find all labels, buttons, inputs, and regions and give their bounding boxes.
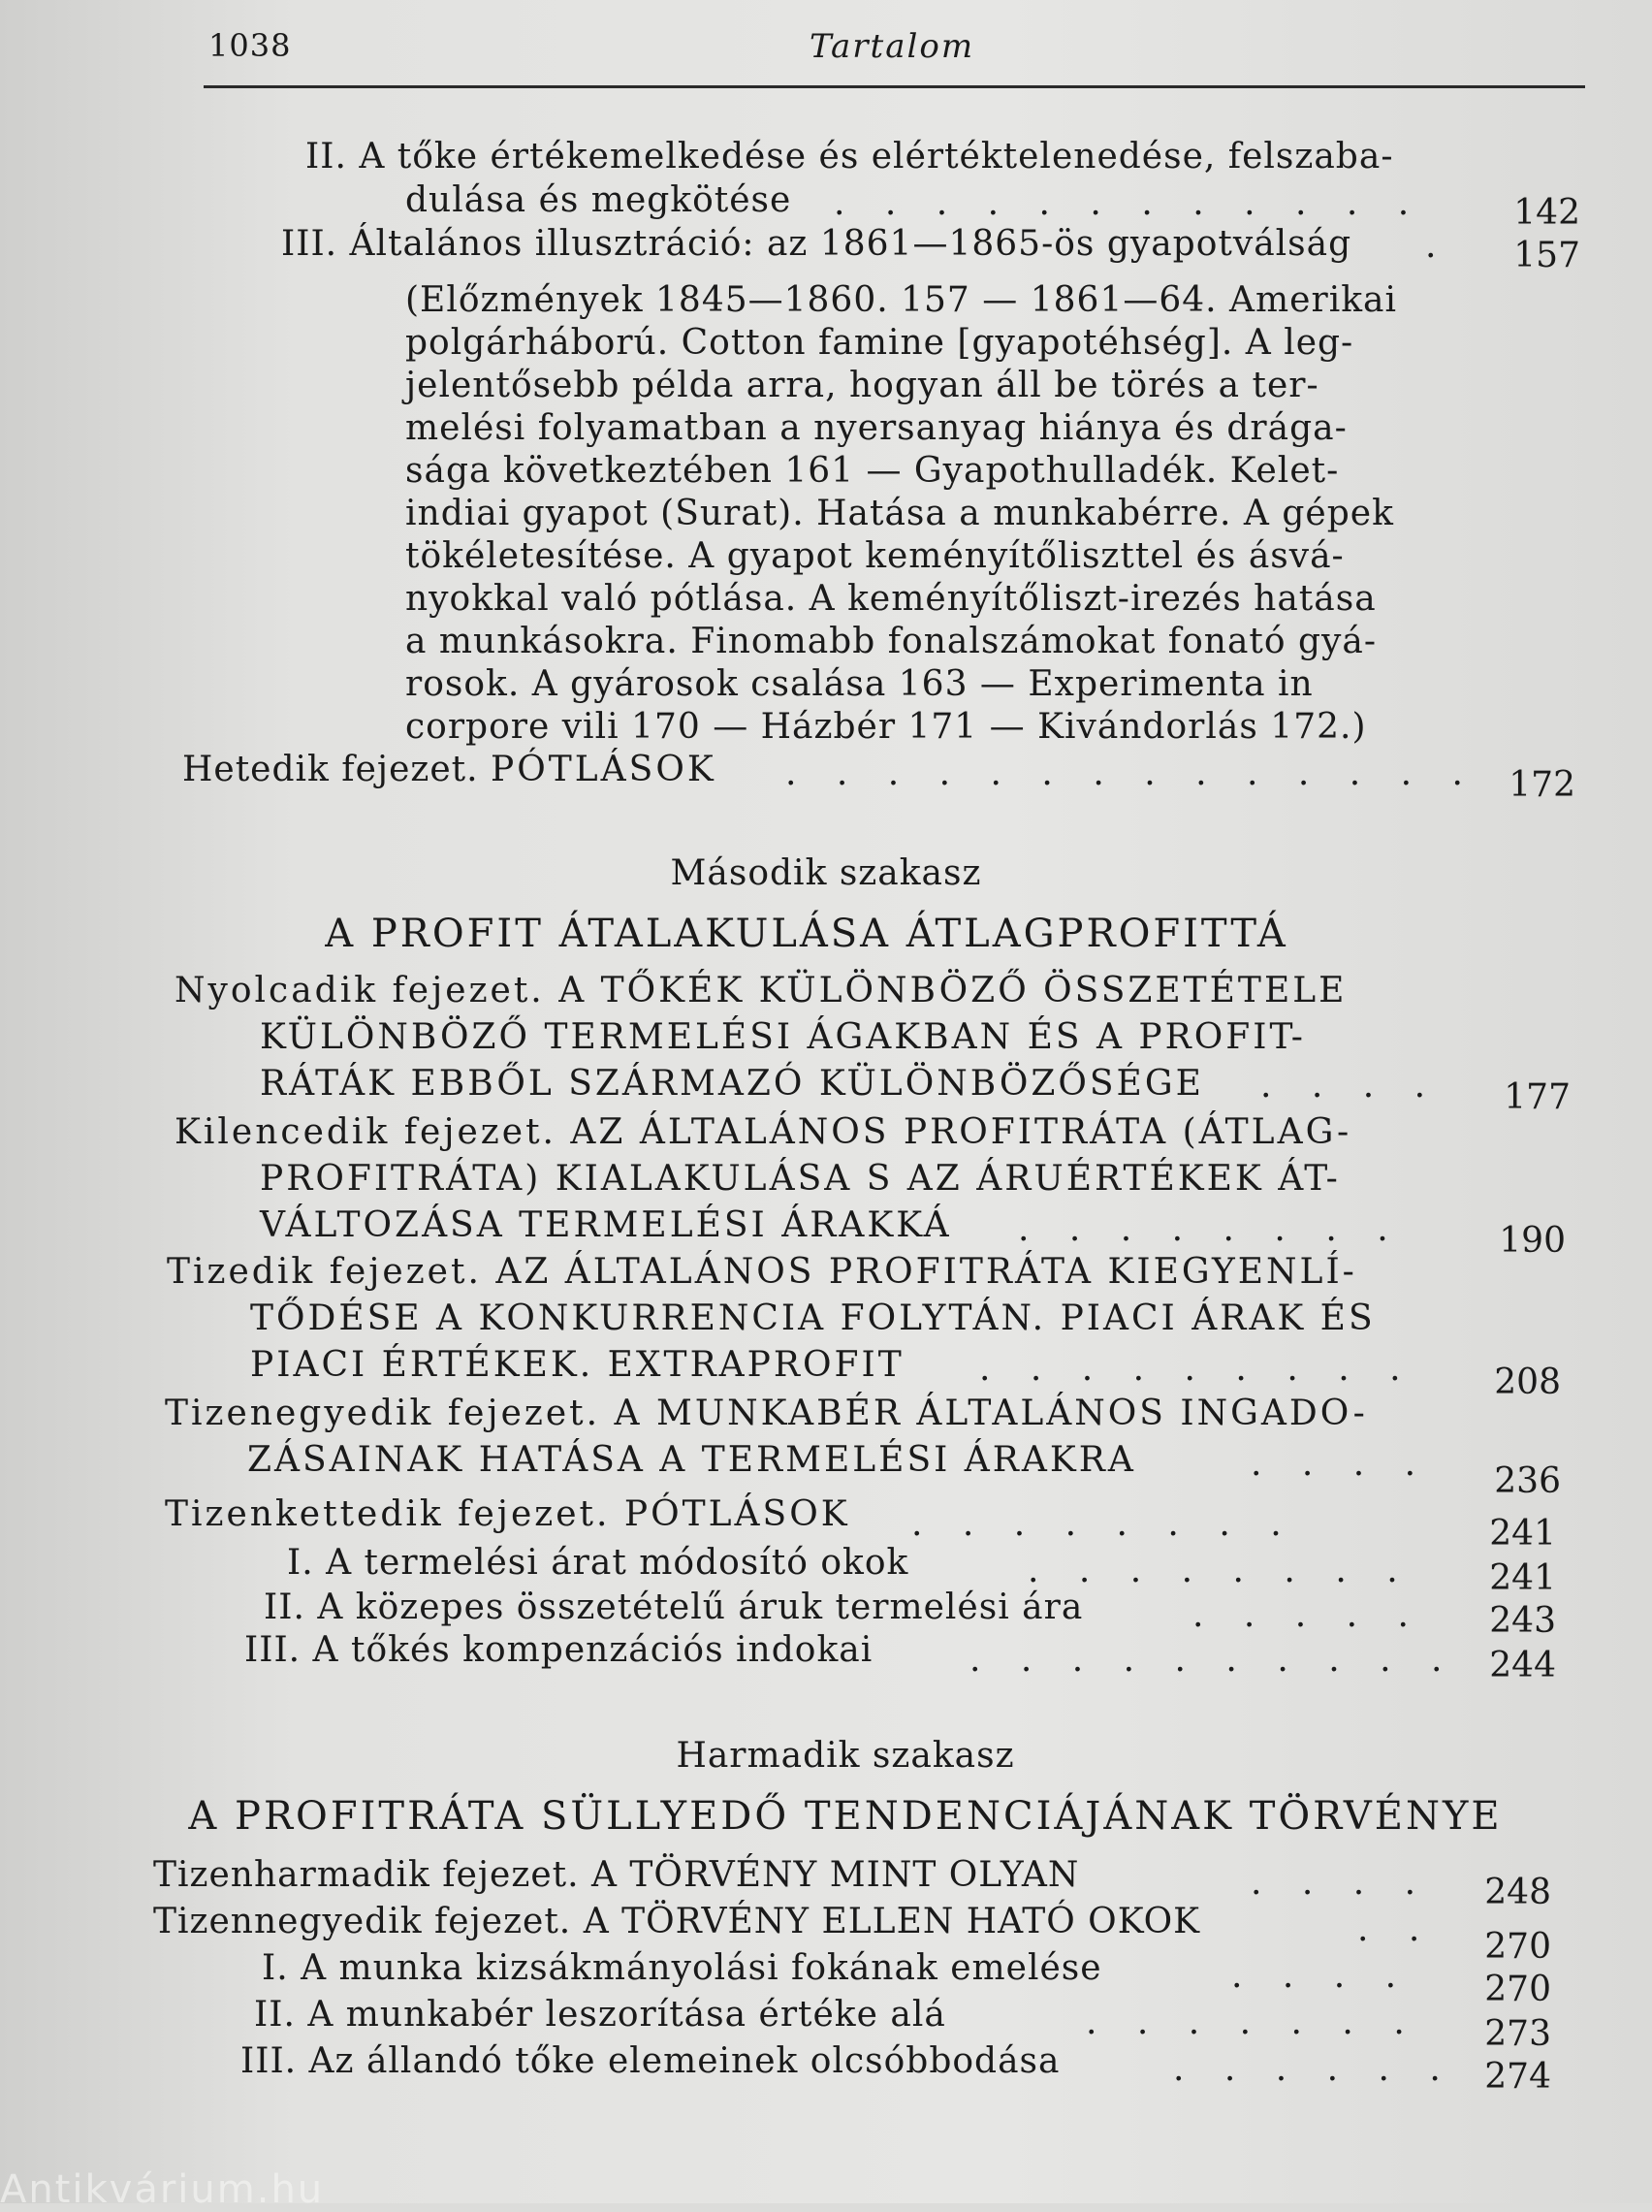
section-2-label: Második szakasz — [670, 853, 982, 893]
leader-dots: . . . . — [1260, 1066, 1441, 1106]
leader-dots: . . . . . . . . . . . . — [834, 183, 1424, 223]
toc-subitem: III. A tőkés kompenzációs indokai — [244, 1630, 874, 1670]
leader-dots: . . . . — [1251, 1444, 1431, 1484]
page-ref: 177 — [1504, 1077, 1571, 1117]
toc-chapter-9-line3: VÁLTOZÁSA TERMELÉSI ÁRAKKÁ — [260, 1205, 952, 1245]
leader-dots: . . . . . . . . — [1018, 1209, 1403, 1249]
page-ref: 241 — [1489, 1514, 1556, 1554]
page-ref: 142 — [1513, 193, 1580, 233]
section-3-label: Harmadik szakasz — [676, 1736, 1015, 1776]
toc-subitem: I. A termelési árat módosító okok — [287, 1543, 909, 1583]
toc-entry-ii-line1: II. A tőke értékemelkedése és elértéktelenedése, felszaba- — [305, 137, 1394, 176]
leader-dots: . . . . . . . . . . — [969, 1640, 1457, 1680]
page-number: 1038 — [208, 27, 292, 64]
leader-dots: . . . . — [1231, 1956, 1412, 1996]
toc-chapter-7 — [182, 749, 716, 791]
leader-dots: . . . . . . . . — [911, 1504, 1296, 1544]
toc-chapter-9-line1: Kilencedik fejezet. AZ ÁLTALÁNOS PROFITRÁTA (ÁTLAG- — [175, 1112, 1352, 1152]
toc-description-line: tökéletesítése. A gyapot keményítőliszttel és ásvá- — [405, 536, 1345, 576]
page-ref: 248 — [1484, 1873, 1551, 1912]
section-3-title: A PROFITRÁTA SÜLLYEDŐ TENDENCIÁJÁNAK TÖRVÉNYE — [188, 1794, 1503, 1839]
page-ref: 241 — [1489, 1558, 1556, 1598]
page-ref: 208 — [1494, 1362, 1561, 1402]
toc-subitem: II. A közepes összetételű áruk termelési ára — [264, 1587, 1084, 1627]
leader-dots: . — [1425, 226, 1451, 266]
toc-chapter-8-line1: Nyolcadik fejezet. A TŐKÉK KÜLÖNBÖZŐ ÖSSZETÉTELE — [175, 971, 1348, 1010]
toc-subitem: II. A munkabér leszorítása értéke alá — [254, 1995, 946, 2035]
page-ref: 273 — [1484, 2014, 1551, 2054]
leader-dots: . . . . . . . . . — [979, 1349, 1415, 1389]
toc-chapter-11-line1: Tizenegyedik fejezet. A MUNKABÉR ÁLTALÁNOS INGADO- — [165, 1394, 1368, 1433]
page-ref: 270 — [1484, 1970, 1551, 2009]
toc-description-line: sága következtében 161 — Gyapothulladék. Kelet- — [405, 451, 1340, 491]
page-ref: 243 — [1489, 1601, 1556, 1641]
toc-entry-ii-line2: dulása és megkötése — [405, 180, 792, 220]
toc-chapter-10-line2: TŐDÉSE A KONKURRENCIA FOLYTÁN. PIACI ÁRAK ÉS — [250, 1298, 1376, 1338]
page-ref: 236 — [1494, 1461, 1561, 1501]
toc-chapter-9-line2: PROFITRÁTA) KIALAKULÁSA S AZ ÁRUÉRTÉKEK ÁT- — [260, 1159, 1341, 1199]
page-ref: 270 — [1484, 1927, 1551, 1967]
leader-dots: . . . . . . — [1173, 2049, 1455, 2089]
toc-description-line: rosok. A gyárosok csalása 163 — Experimenta in — [405, 664, 1314, 704]
page-ref: 172 — [1509, 765, 1575, 805]
toc-subitem: III. Az állandó tőke elemeinek olcsóbbodása — [240, 2041, 1061, 2081]
toc-chapter-10-line1: Tizedik fejezet. AZ ÁLTALÁNOS PROFITRÁTA KIEGYENLÍ- — [167, 1252, 1357, 1292]
watermark: Antikvárium.hu — [0, 2167, 325, 2212]
chapter-label: Hetedik fejezet. — [182, 750, 479, 789]
toc-subitem: I. A munka kizsákmányolási fokának emelése — [262, 1948, 1102, 1988]
section-2-title: A PROFIT ÁTALAKULÁSA ÁTLAGPROFITTÁ — [325, 912, 1288, 956]
toc-description-line: nyokkal való pótlása. A keményítőliszt-irezés hatása — [405, 579, 1377, 619]
toc-description-line: (Előzmények 1845—1860. 157 — 1861—64. Amerikai — [405, 280, 1397, 320]
toc-chapter-12: Tizenkettedik fejezet. PÓTLÁSOK — [165, 1494, 850, 1534]
page-ref: 274 — [1484, 2057, 1551, 2097]
leader-dots: . . . . — [1251, 1863, 1431, 1903]
toc-chapter-8-line3: RÁTÁK EBBŐL SZÁRMAZÓ KÜLÖNBÖZŐSÉGE — [260, 1064, 1204, 1104]
leader-dots: . . . . . — [1192, 1595, 1423, 1635]
toc-description-line: indiai gyapot (Surat). Hatása a munkabérre. A gépek — [405, 494, 1394, 533]
toc-entry-iii-line1: III. Általános illusztráció: az 1861—1865-ös gyapotválság — [281, 224, 1352, 264]
page-ref: 190 — [1499, 1221, 1566, 1261]
toc-chapter-11-line2: ZÁSAINAK HATÁSA A TERMELÉSI ÁRAKRA — [247, 1440, 1136, 1480]
leader-dots: . . . . . . . . . . . . . . — [785, 753, 1477, 793]
toc-chapter-13: Tizenharmadik fejezet. A TÖRVÉNY MINT OLYAN — [153, 1855, 1080, 1895]
leader-dots: . . . . . . . . — [1028, 1551, 1413, 1590]
toc-chapter-10-line3: PIACI ÉRTÉKEK. EXTRAPROFIT — [250, 1345, 905, 1385]
page-ref: 157 — [1513, 236, 1580, 275]
toc-chapter-8-line2: KÜLÖNBÖZŐ TERMELÉSI ÁGAKBAN ÉS A PROFIT- — [260, 1017, 1306, 1057]
toc-description-line: a munkásokra. Finomabb fonalszámokat fonató gyá- — [405, 622, 1377, 661]
leader-dots: . . — [1357, 1909, 1435, 1949]
toc-description-line: corpore vili 170 — Házbér 171 — Kivándorlás 172.) — [405, 707, 1367, 747]
toc-description-line: jelentősebb példa arra, hogyan áll be törés a ter- — [405, 366, 1319, 405]
running-title: Tartalom — [810, 27, 975, 66]
toc-chapter-14: Tizennegyedik fejezet. A TÖRVÉNY ELLEN HATÓ OKOK — [153, 1902, 1201, 1941]
toc-description-line: polgárháború. Cotton famine [gyapotéhség]. A leg- — [405, 323, 1354, 363]
chapter-title: PÓTLÁSOK — [491, 750, 716, 789]
toc-description-line: melési folyamatban a nyersanyag hiánya és drága- — [405, 408, 1348, 448]
page-ref: 244 — [1489, 1646, 1556, 1685]
leader-dots: . . . . . . . — [1086, 2003, 1419, 2042]
